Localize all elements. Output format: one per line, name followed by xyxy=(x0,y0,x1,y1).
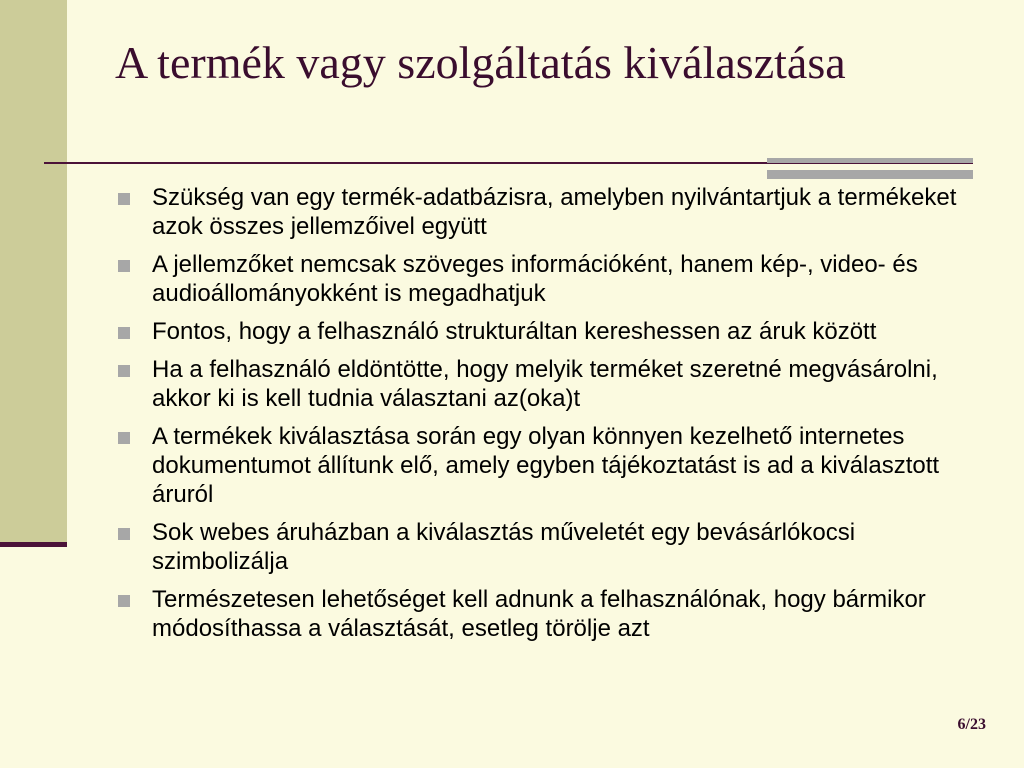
bullet-item xyxy=(115,518,965,576)
title-accent-bar-top xyxy=(767,158,973,163)
square-bullet-icon xyxy=(118,595,130,607)
bullet-text: Sok webes áruházban a kiválasztás műveletét egy bevásárlókocsi szimbolizálja xyxy=(152,519,856,575)
square-bullet-icon xyxy=(118,193,130,205)
bullet-text: Szükség van egy termék-adatbázisra, amelyben nyilvántartjuk a termékeket azok összes jellemzőivel együtt xyxy=(152,184,957,240)
bullet-item xyxy=(115,183,965,241)
bullet-item xyxy=(115,585,965,643)
bullet-text: Fontos, hogy a felhasználó strukturáltan kereshessen az áruk között xyxy=(152,318,877,345)
bullet-item xyxy=(115,355,965,413)
side-bar-divider xyxy=(0,542,67,547)
square-bullet-icon xyxy=(118,260,130,272)
bullet-text: A jellemzőket nemcsak szöveges információként, hanem kép-, video- és audioállományokként is megadhatjuk xyxy=(152,251,918,307)
square-bullet-icon xyxy=(118,365,130,377)
side-bar-decoration xyxy=(0,0,67,545)
bullet-text: Ha a felhasználó eldöntötte, hogy melyik terméket szeretné megvásárolni, akkor ki is kell tudnia választani az(oka)t xyxy=(152,356,938,412)
square-bullet-icon xyxy=(118,528,130,540)
bullet-item xyxy=(115,250,965,308)
bullet-text: A termékek kiválasztása során egy olyan könnyen kezelhető internetes dokumentumot állítunk elő, amely egyben tájékoztatást is ad a kiválasztott áruról xyxy=(152,423,940,508)
bullet-item xyxy=(115,317,965,346)
bullet-list xyxy=(115,183,965,652)
page-number: 6/23 xyxy=(957,716,986,733)
bullet-text: Természetesen lehetőséget kell adnunk a felhasználónak, hogy bármikor módosíthassa a választását, esetleg törölje azt xyxy=(152,586,926,642)
bullet-item xyxy=(115,422,965,509)
square-bullet-icon xyxy=(118,432,130,444)
title-accent-bar-bottom xyxy=(767,170,973,179)
square-bullet-icon xyxy=(118,327,130,339)
slide-title: A termék vagy szolgáltatás kiválasztása xyxy=(115,37,846,88)
